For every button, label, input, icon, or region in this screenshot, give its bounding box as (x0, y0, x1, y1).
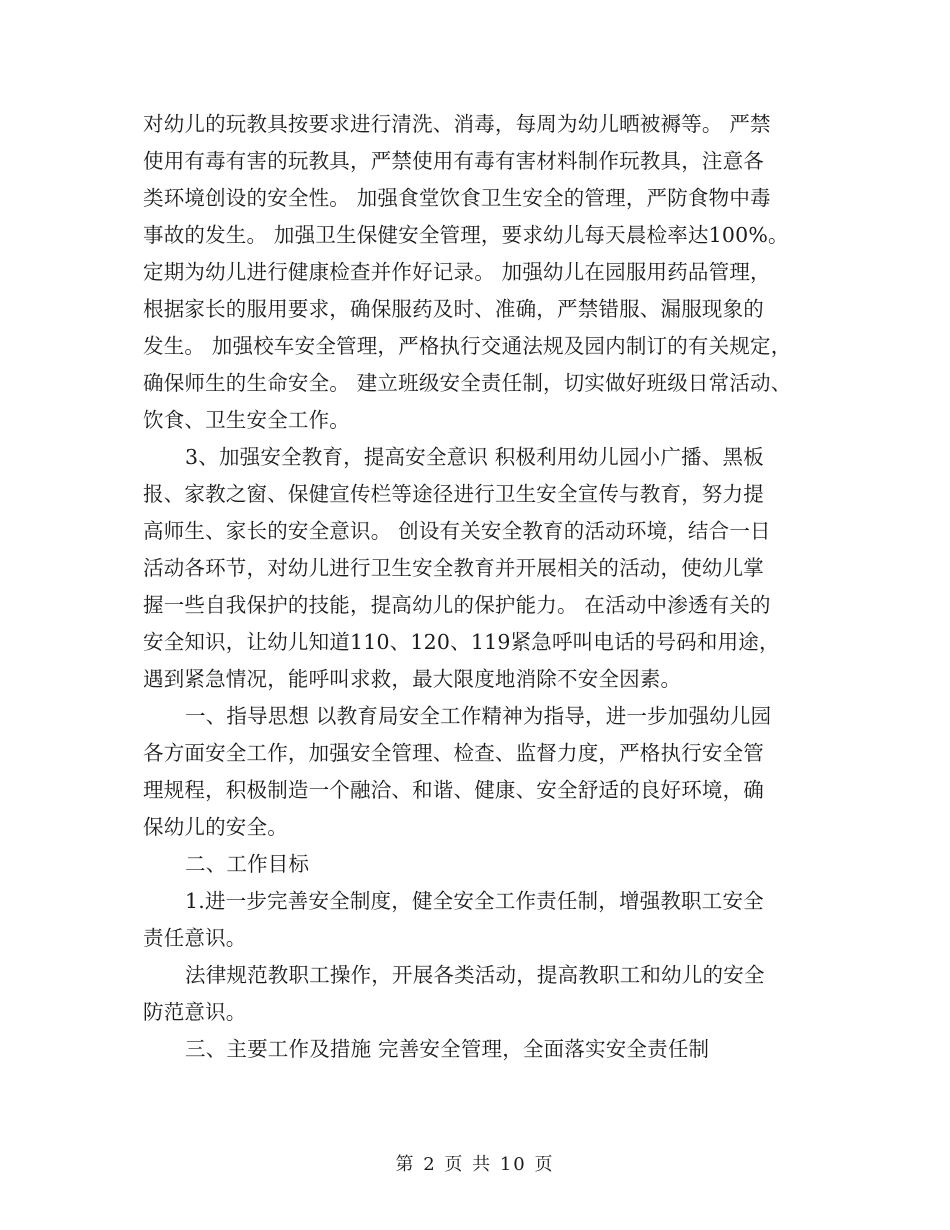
text-line: 事故的发生。 加强卫生保健安全管理，要求幼儿每天晨检率达100%。 (143, 223, 789, 247)
text-line: 三、主要工作及措施 完善安全管理，全面落实安全责任制 (185, 1037, 710, 1061)
body-text (143, 106, 823, 1068)
text-line: 定期为幼儿进行健康检查并作好记录。 加强幼儿在园服用药品管理， (143, 260, 771, 284)
text-line: 安全知识，让幼儿知道110、120、119紧急呼叫电话的号码和用途， (143, 630, 780, 654)
text-line: 类环境创设的安全性。 加强食堂饮食卫生安全的管理，严防食物中毒 (143, 186, 771, 210)
text-line: 二、工作目标 (185, 852, 310, 876)
text-line: 使用有毒有害的玩教具，严禁使用有毒有害材料制作玩教具，注意各 (143, 149, 764, 173)
text-line: 握一些自我保护的技能，提高幼儿的保护能力。 在活动中渗透有关的 (143, 593, 771, 617)
text-line: 保幼儿的安全。 (143, 815, 288, 839)
text-line: 报、家教之窗、保健宣传栏等途径进行卫生安全宣传与教育，努力提 (143, 482, 764, 506)
text-line: 高师生、家长的安全意识。 创设有关安全教育的活动环境，结合一日 (143, 519, 771, 543)
text-line: 饮食、卫生安全工作。 (143, 408, 350, 432)
text-line: 3、加强安全教育，提高安全意识 积极利用幼儿园小广播、黑板 (185, 445, 764, 469)
text-line: 防范意识。 (143, 1000, 247, 1024)
text-line: 责任意识。 (143, 926, 247, 950)
text-line: 对幼儿的玩教具按要求进行清洗、消毒，每周为幼儿晒被褥等。 严禁 (143, 112, 771, 136)
text-line: 1.进一步完善安全制度，健全安全工作责任制，增强教职工安全 (185, 889, 764, 913)
text-line: 理规程，积极制造一个融洽、和谐、健康、安全舒适的良好环境，确 (143, 778, 764, 802)
text-line: 发生。 加强校车安全管理，严格执行交通法规及园内制订的有关规定， (143, 334, 792, 358)
page-footer: 第 2 页 共 10 页 (395, 1154, 555, 1175)
text-line: 根据家长的服用要求，确保服药及时、准确，严禁错服、漏服现象的 (143, 297, 764, 321)
text-line: 一、指导思想 以教育局安全工作精神为指导，进一步加强幼儿园 (185, 704, 772, 728)
text-line: 遇到紧急情况，能呼叫求救，最大限度地消除不安全因素。 (143, 667, 682, 691)
text-line: 确保师生的生命安全。 建立班级安全责任制，切实做好班级日常活动、 (143, 371, 792, 395)
text-line: 法律规范教职工操作，开展各类活动，提高教职工和幼儿的安全 (185, 963, 765, 987)
text-line: 活动各环节，对幼儿进行卫生安全教育并开展相关的活动，使幼儿掌 (143, 556, 764, 580)
text-line: 各方面安全工作，加强安全管理、检查、监督力度，严格执行安全管 (143, 741, 764, 765)
